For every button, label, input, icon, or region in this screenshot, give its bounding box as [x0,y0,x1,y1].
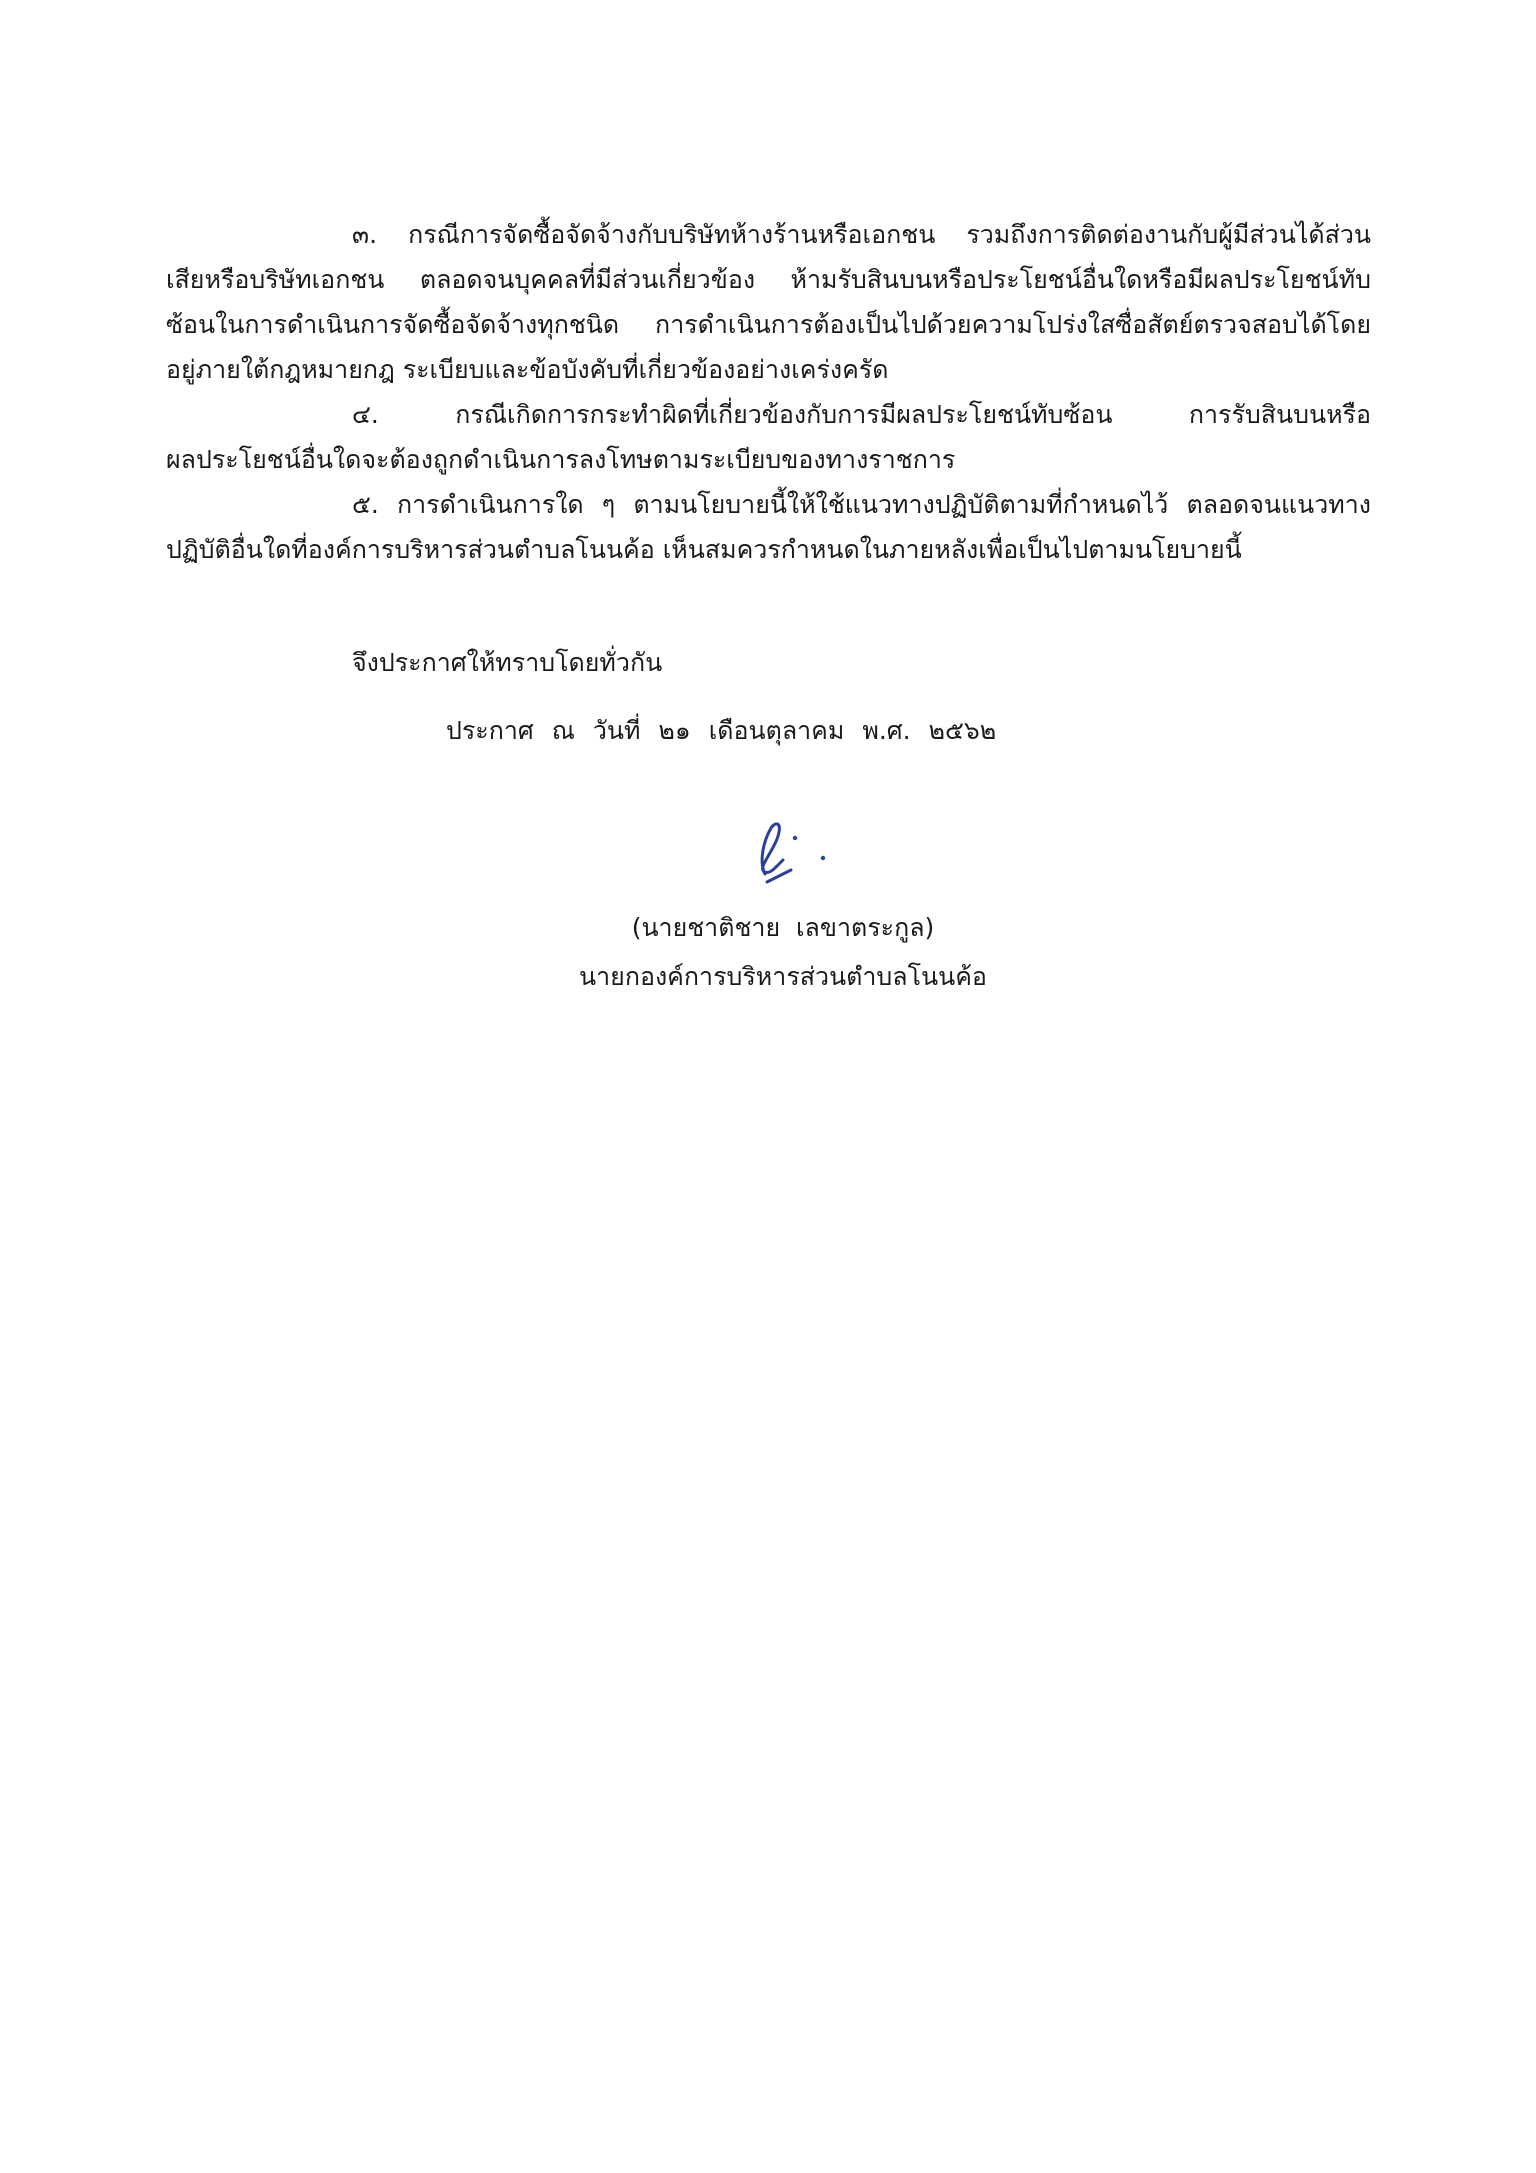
item-3-line-2: เสียหรือบริษัทเอกชน ตลอดจนบุคคลที่มีส่วนเกี่ยวข้อง ห้ามรับสินบนหรือประโยชน์อื่นใดหรือมีผลประโยชน์ทับ [166,265,1371,294]
item-4-line-1: ๔. กรณีเกิดการกระทำผิดที่เกี่ยวข้องกับการมีผลประโยชน์ทับซ้อน การรับสินบนหรือ [352,400,1371,429]
signer-title: นายกองค์การบริหารส่วนตำบลโนนค้อ [579,962,987,991]
item-4-line-2: ผลประโยชน์อื่นใดจะต้องถูกดำเนินการลงโทษตามระเบียบของทางราชการ [166,445,956,474]
item-3-line-3: ซ้อนในการดำเนินการจัดซื้อจัดจ้างทุกชนิด การดำเนินการต้องเป็นไปด้วยความโปร่งใสซื่อสัตย์ตรวจสอบได้โดย [166,310,1371,339]
handwritten-signature [745,812,835,892]
closing-statement: จึงประกาศให้ทราบโดยทั่วกัน [352,648,663,677]
signer-name: (นายชาติชาย เลขาตระกูล) [631,913,935,942]
item-5-line-2: ปฏิบัติอื่นใดที่องค์การบริหารส่วนตำบลโนนค้อ เห็นสมควรกำหนดในภายหลังเพื่อเป็นไปตามนโยบายนี้ [166,535,1242,564]
item-5-line-1: ๕. การดำเนินการใด ๆ ตามนโยบายนี้ให้ใช้แนวทางปฏิบัติตามที่กำหนดไว้ ตลอดจนแนวทาง [352,490,1371,519]
item-3-line-1: ๓. กรณีการจัดซื้อจัดจ้างกับบริษัทห้างร้านหรือเอกชน รวมถึงการติดต่องานกับผู้มีส่วนได้ส่วน [352,220,1371,249]
policy-items [166,212,1371,572]
announcement-date: ประกาศ ณ วันที่ ๒๑ เดือนตุลาคม พ.ศ. ๒๕๖๒ [446,716,997,745]
item-3-line-4: อยู่ภายใต้กฎหมายกฎ ระเบียบและข้อบังคับที่เกี่ยวข้องอย่างเคร่งครัด [166,355,889,384]
